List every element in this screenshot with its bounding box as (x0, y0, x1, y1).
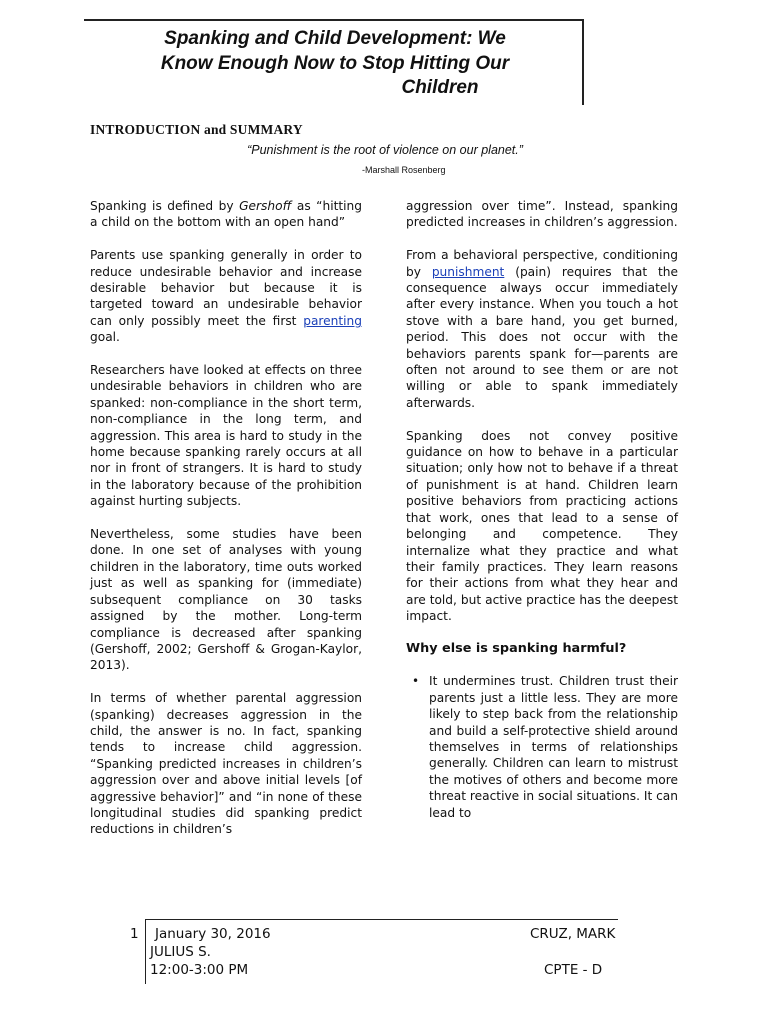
epigraph-author: -Marshall Rosenberg (362, 165, 446, 175)
punishment-link[interactable]: punishment (431, 264, 505, 279)
subheading-why-harmful: Why else is spanking harmful? (406, 640, 627, 656)
page-number: 1 (130, 926, 139, 942)
paragraph-definition (90, 198, 362, 231)
paragraph-behavioral (406, 247, 678, 411)
left-column (90, 198, 362, 838)
paragraph-aggression-continued: aggression over time”. Instead, spanking predicted increases in children’s aggression. (406, 199, 678, 230)
paragraph-guidance: Spanking does not convey positive guidance on how to behave in a particular situation; only how not to behave if a threat of punishment is at hand. Children learn positive behaviors from practicing actions that work, ones that lead to a sense of belonging and competence. They internalize what they practice and what their family practices. They learn reasons for their actions from what they hear and are told, but active practice has the deepest impact. (406, 428, 678, 624)
footer-name-line-2: JULIUS S. (150, 944, 211, 960)
document-title (100, 27, 570, 101)
title-line-1: Spanking and Child Development: We (164, 28, 506, 49)
harm-list (406, 673, 678, 821)
title-box (84, 19, 584, 105)
text-span: Parents use spanking generally in order to reduce undesirable behavior and increase desirable behavior but because it is targeted toward an undesirable behavior can only possibly meet the first (90, 248, 362, 328)
intro-heading: INTRODUCTION and SUMMARY (90, 122, 303, 137)
footer-vertical-divider (145, 919, 146, 984)
footer-section: CPTE - D (544, 962, 603, 978)
text-span: goal. (90, 330, 120, 345)
paragraph-studies: Nevertheless, some studies have been done. In one set of analyses with young children in the laboratory, time outs worked just as well as spanking for (immediate) subsequent compliance on 30 tasks assigned by the mother. Long-term compliance is decreased after spanking (Gershoff, 2002; Gershoff & Grogan-Kaylor, 2013). (90, 527, 362, 673)
title-line-2: Know Enough Now to Stop Hitting Our (160, 52, 510, 74)
footer-name-line-1: CRUZ, MARK (530, 926, 616, 942)
epigraph-quote: “Punishment is the root of violence on our planet.” (247, 143, 523, 157)
paragraph-research: Researchers have looked at effects on three undesirable behaviors in children who are spanked: non-compliance in the short term, non-compliance in the long term, and aggression. This area is hard to study in the home because spanking rarely occurs at all nor in front of strangers. It is hard to study in the laboratory because of the prohibition against hurting subjects. (90, 363, 362, 509)
parenting-link[interactable]: parenting (303, 313, 362, 328)
text-span: From a behavioral perspective, conditioning by (406, 248, 678, 279)
right-column (406, 198, 678, 821)
title-line-3: Children (401, 77, 479, 98)
bullet-icon: • (412, 674, 420, 689)
list-item-text: It undermines trust. Children trust their parents just a little less. They are more likely to step back from the relationship and build a self-protective shield around themselves in terms of relationships generally. Children can learn to mistrust the motives of others and become more threat reactive in social situations. It can lead to (429, 674, 678, 820)
list-item (412, 673, 678, 821)
text-span: (pain) requires that the consequence always occur immediately after every instance. When you touch a hot stove with a bare hand, you get burned, period. This does not occur with the behaviors parents spank for—parents are often not around to see them or are not willing or able to spank immediately afterwards. (406, 264, 679, 410)
footer-divider (145, 919, 618, 920)
text-span: Spanking is defined by (90, 199, 240, 213)
paragraph-aggression: In terms of whether parental aggression (spanking) decreases aggression in the child, the answer is no. In fact, spanking tends to increase child aggression. “Spanking predicted increases in children’s aggression over and above initial levels [of aggressive behavior]” and “in none of these longitudinal studies did spanking predict reductions in children’s (90, 691, 362, 837)
footer-date: January 30, 2016 (155, 926, 271, 942)
footer-time: 12:00-3:00 PM (150, 962, 249, 978)
text-span: as “hitting a child on the bottom with an open hand” (90, 199, 362, 230)
author-gershoff: Gershoff (239, 199, 292, 213)
paragraph-purpose (90, 247, 362, 345)
